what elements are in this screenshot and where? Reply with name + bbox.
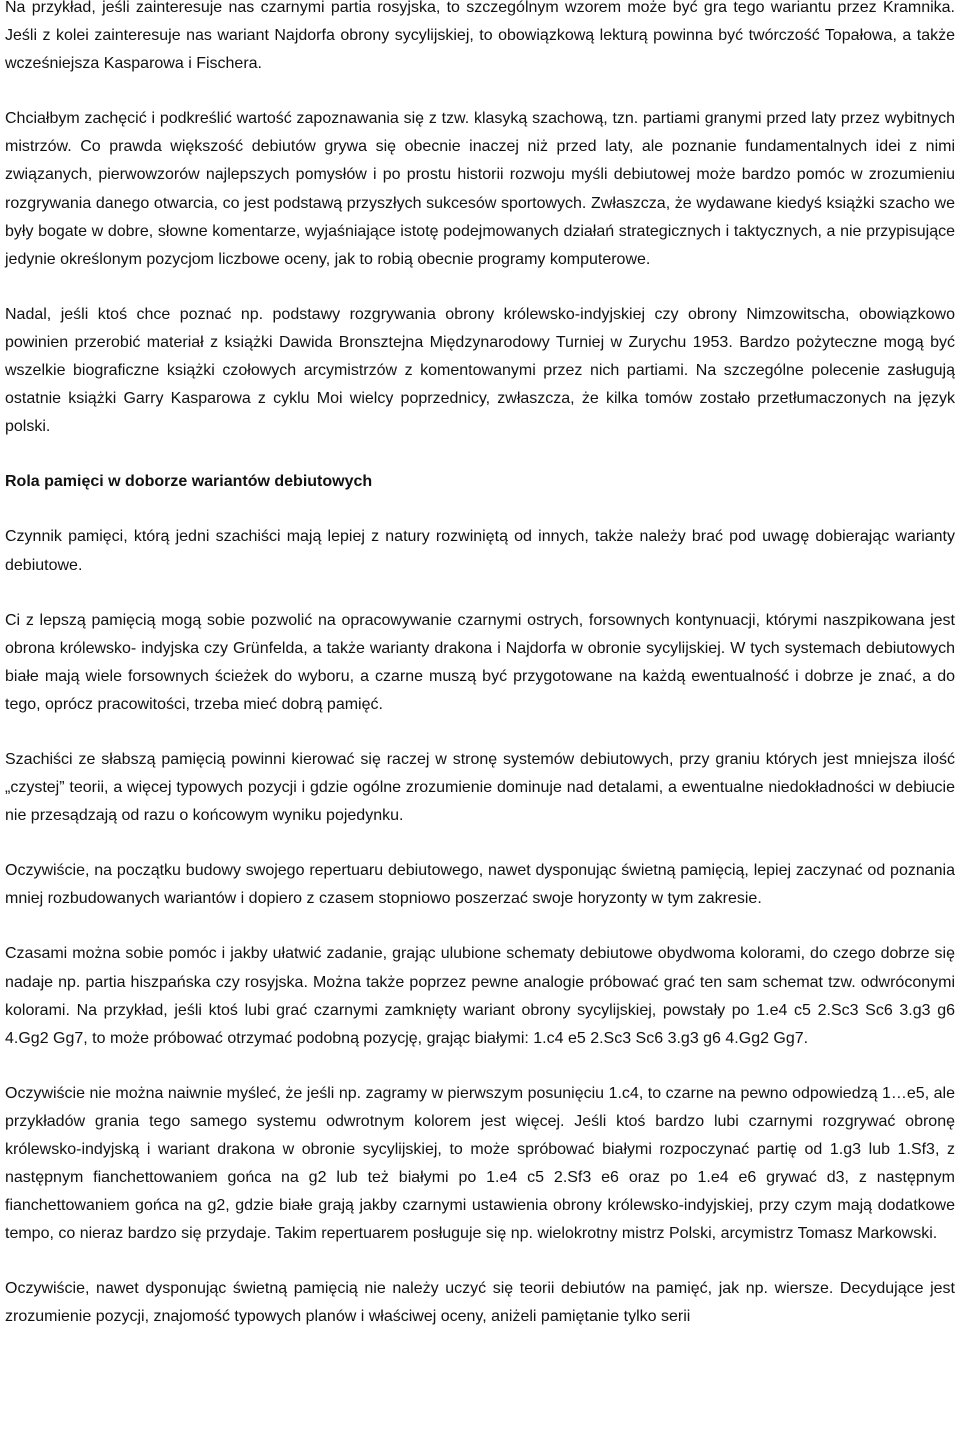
paragraph-both-colors: Czasami można sobie pomóc i jakby ułatwić zadanie, grając ulubione schematy debiutowe obydwoma kolorami, do czego dobrze się nadaje np. partia hiszpańska czy rosyjska. Można także poprzez pewne analogie próbować grać ten sam schemat tzw. odwróconymi kolorami. Na przykład, jeśli ktoś lubi grać czarnymi zamknięty wariant obrony sycylijskiej, powstały po 1.e4 c5 2.Sc3 Sc6 3.g3 g6 4.Gg2 Gg7, to może próbować otrzymać podobną pozycję, grając białymi: 1.c4 e5 2.Sc3 Sc6 3.g3 g6 4.Gg2 Gg7.: [5, 945, 955, 1047]
document-page: [5, 0, 955, 1332]
paragraph-weaker-memory: Szachiści ze słabszą pamięcią powinni kierować się raczej w stronę systemów debiutowych, przy graniu których jest mniejsza ilość „czystej” teorii, a więcej typowych pozycji i gdzie ogólne zrozumienie dominuje nad detalami, a ewentualne niedokładności w debiucie nie przesądzają od razu o końcowym wyniku pojedynku.: [5, 750, 955, 825]
paragraph-understanding: Oczywiście, nawet dysponując świetną pamięcią nie należy uczyć się teorii debiutów na pamięć, jak np. wiersze. Decydujące jest zrozumienie pozycji, znajomość typowych planów i właściwej oceny, aniżeli pamiętanie tylko serii: [5, 1280, 955, 1326]
paragraph-classics: Chciałbym zachęcić i podkreślić wartość zapoznawania się z tzw. klasyką szachową, tzn. partiami granymi przed laty przez wybitnych mistrzów. Co prawda większość debiutów grywa się obecnie inaczej niż przed laty, ale poznanie fundamentalnych idei z nimi związanych, pierwowzorów najlepszych pomysłów i po prostu historii rozwoju myśli debiutowej może bardzo pomóc w zrozumieniu rozgrywania danego otwarcia, co jest podstawą przyszłych sukcesów sportowych. Zwłaszcza, że wydawane kiedyś książki szacho we były bogate w dobre, słowne komentarze, wyjaśniające istotę podejmowanych działań strategicznych i taktycznych, a nie przypisujące jedynie określonym pozycjom liczbowe oceny, jak to robią obecnie programy komputerowe.: [5, 110, 955, 268]
paragraph-better-memory: Ci z lepszą pamięcią mogą sobie pozwolić na opracowywanie czarnymi ostrych, forsownych kontynuacji, którymi naszpikowana jest obrona królewsko- indyjska czy Grünfelda, a także warianty drakona i Najdorfa w obronie sycylijskiej. W tych systemach debiutowych białe mają wiele forsownych ścieżek do wyboru, a czarne muszą być przygotowane na każdą ewentualność i dobrze je znać, a do tego, oprócz pracowitości, trzeba mieć dobrą pamięć.: [5, 611, 955, 713]
paragraph-reversed-colors: Oczywiście nie można naiwnie myśleć, że jeśli np. zagramy w pierwszym posunięciu 1.c4, to czarne na pewno odpowiedzą 1…e5, ale przykładów grania tego samego systemu odwrotnym kolorem jest więcej. Jeśli ktoś bardzo lubi czarnymi rozgrywać obronę królewsko-indyjską i wariant drakona w obronie sycylijskiej, to może spróbować białymi rozpoczynać partię od 1.g3 lub 1.Sf3, z następnym fianchettowaniem gońca na g2 lub też białymi po 1.e4 c5 2.Sf3 e6 oraz po 1.e4 e6 grywać d3, z następnym fianchettowaniem gońca na g2, gdzie białe grają jakby czarnymi ustawienia obrony królewsko-indyjskiej, przy czym mają dodatkowe tempo, co nieraz bardzo się przydaje. Takim repertuarem posługuje się np. wielokrotny mistrz Polski, arcymistrz Tomasz Markowski.: [5, 1084, 955, 1243]
section-heading: Rola pamięci w doborze wariantów debiutowych: [5, 473, 373, 491]
paragraph-memory-factor: Czynnik pamięci, którą jedni szachiści mają lepiej z natury rozwiniętą od innych, także należy brać pod uwagę dobierając warianty debiutowe.: [5, 528, 955, 574]
paragraph-recommended-books: Nadal, jeśli ktoś chce poznać np. podstawy rozgrywania obrony królewsko-indyjskiej czy obrony Nimzowitscha, obowiązkowo powinien przerobić materiał z książki Dawida Bronsztejna Międzynarodowy Turniej w Zurychu 1953. Bardzo pożyteczne mogą być wszelkie biograficzne książki czołowych arcymistrzów z komentowanymi przez nich partiami. Na szczególne polecenie zasługują ostatnie książki Garry Kasparowa z cyklu Moi wielcy poprzednicy, zwłaszcza, że kilka tomów zostało przetłumaczonych na język polski.: [5, 305, 955, 436]
paragraph-kramnik-najdorf: Na przykład, jeśli zainteresuje nas czarnymi partia rosyjska, to szczególnym wzorem może być gra tego wariantu przez Kramnika. Jeśli z kolei zainteresuje nas wariant Najdorfa obrony sycylijskiej, to obowiązkową lekturą powinna być twórczość Topałowa, a także wcześniejsza Kasparowa i Fischera.: [5, 0, 955, 73]
paragraph-building-repertoire: Oczywiście, na początku budowy swojego repertuaru debiutowego, nawet dysponując świetną pamięcią, lepiej zaczynać od poznania mniej rozbudowanych wariantów i dopiero z czasem stopniowo poszerzać swoje horyzonty w tym zakresie.: [5, 862, 955, 908]
